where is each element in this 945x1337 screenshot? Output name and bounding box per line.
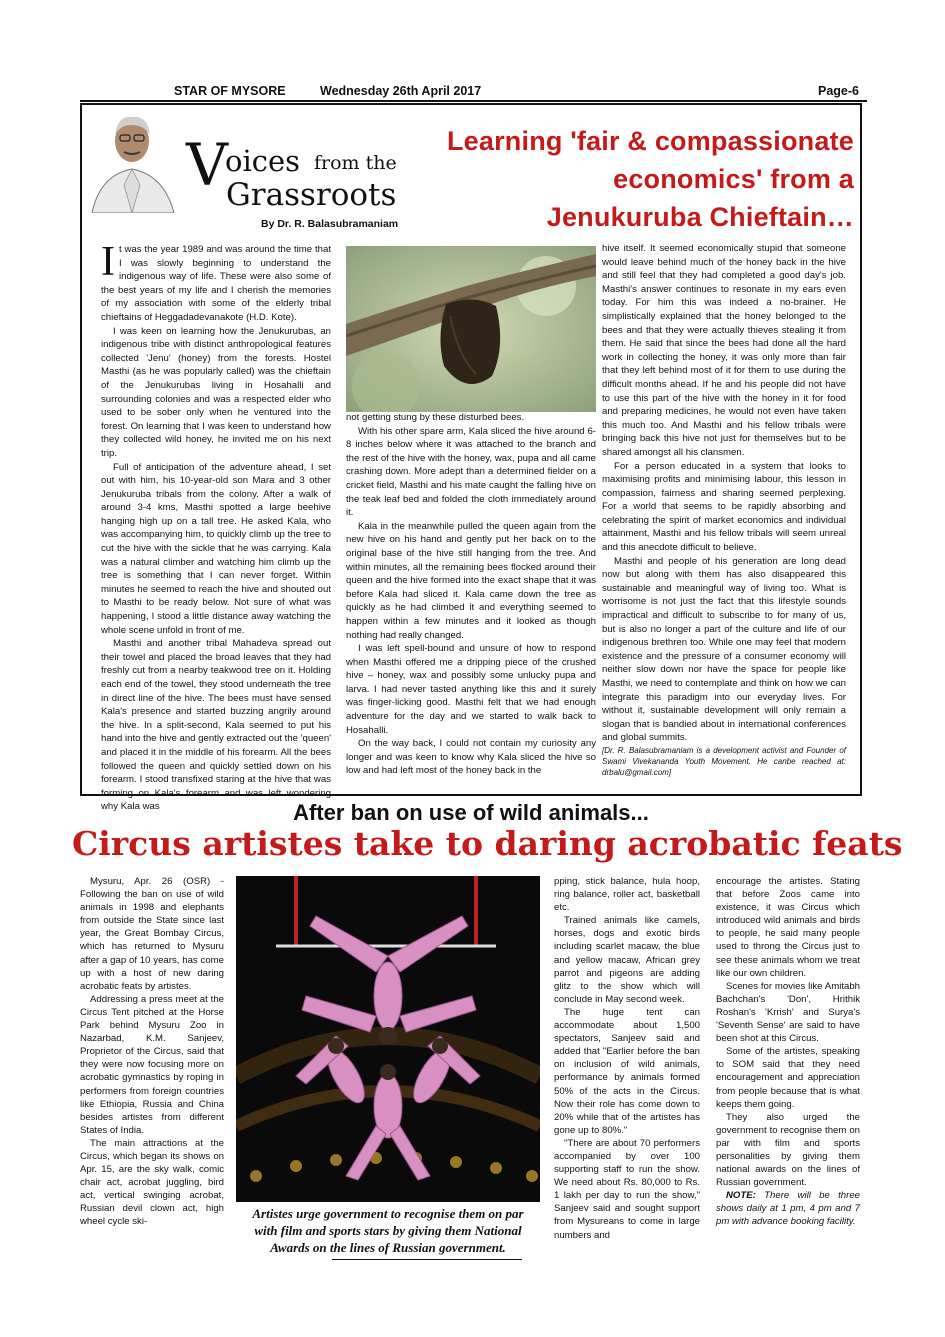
paragraph: Addressing a press meet at the Circus Tent pitched at the Horse Park behind Mysuru Zoo in Nazarbad, K.M. Sanjeev, Proprietor of the Circus, said that they were now focusing more on acrobatic gymnastics by roping in performers from foreign countries like Ethiopia, Russia and China besides artistes from different States of India. <box>80 993 224 1136</box>
circus-photo <box>236 876 540 1202</box>
paragraph: Kala in the meanwhile pulled the queen again from the new hive on his hand and gently put her back on to the original base of the hive still hanging from the tree. And within minutes, all the remaining bees flocked around their queen and the hive formed into the exact shape that it was before Kala had sliced it. Kala came down the tree as quickly as he had climbed it and everything seemed to happen within a few minutes and it looked as though nothing had really changed. <box>346 520 596 641</box>
page-number: Page-6 <box>818 84 859 98</box>
paragraph: encourage the artistes. Stating that before Zoos came into existence, it was Circus which introduced wild animals and birds to people, he said many people used to throng the Circus just to see these animals whom we treat like our own children. <box>716 876 860 979</box>
column-title-v: V <box>186 131 228 199</box>
caption-line3: Awards on the lines of Russian government. <box>270 1240 506 1255</box>
column-title-voices: oices <box>225 144 301 178</box>
note-label: NOTE: <box>726 1190 756 1202</box>
paragraph: Trained animals like camels, horses, dogs and exotic birds including scarlet macaw, the blue and yellow macaw, African grey parrot and pigeons are adding glitz to the show which will conclude in May second week. <box>554 915 700 1005</box>
paragraph: hive itself. It seemed economically stupid that someone would leave behind much of the honey back in the hive and still feel that they had completed a good day's job. Masthi's answer continues to resonate in my ears even today. For him this was indeed a no-brainer. He simplistically explained that the honey belonged to the bees and that they were actually thieves stealing it from them. He said that since the bees had done all the hard work in collecting the honey, it was only more than fair that they left behind most of it for them to use during the difficult months ahead. If he and his people did not have to use this part of the hive with the honey in it for food and preparing medicines, he would not even have taken this much too. And Masthi and his fellow tribals were bringing back this hive not just for themselves but to be shared amongst all his clansmen. <box>602 243 846 458</box>
caption-rule <box>332 1259 522 1260</box>
column-title-from: from the <box>314 152 397 174</box>
article2-col2 <box>554 875 700 1242</box>
paragraph: The main attractions at the Circus, which began its shows on Apr. 15, are the sky walk, comic chair act, acrobat juggling, bird act, vertical swinging acrobat, Russian devil clown act, high wheel cycle ski- <box>80 1137 224 1228</box>
author-portrait <box>82 105 182 213</box>
paragraph: Scenes for movies like Amitabh Bachchan's 'Don', Hrithik Roshan's 'Krrish' and Surya's 'Seventh Sense' are said to have been shot at this Circus. <box>716 980 860 1045</box>
paragraph: t was the year 1989 and was around the time that I was slowly beginning to understand the indigenous way of life. These were also some of the best years of my life and I cherish the memories of my association with some of the elderly tribal chieftains of Heggadadevanakote (H.D. Kote). <box>101 244 331 323</box>
dropcap: I <box>101 239 115 285</box>
caption-line2: with film and sports stars by giving them National <box>254 1223 522 1238</box>
beehive-photo <box>346 246 596 412</box>
paragraph: The huge tent can accommodate about 1,500 spectators, Sanjeev said and added that "Earlier before the ban on inclusion of wild animals, performance by animals formed 50% of the acts in the Circus. Now their role has come down to 20% while that of the artistes has gone up to 80%." <box>554 1006 700 1136</box>
article1-col3 <box>602 242 846 778</box>
photo-caption <box>236 1205 540 1256</box>
column-headline-line3: Jenukuruba Chieftain… <box>546 202 854 232</box>
column-headline-line1: Learning 'fair & compassionate <box>446 126 854 156</box>
paragraph: With his other spare arm, Kala sliced the hive around 6-8 inches below where it was attached to the branch and the rest of the hive with the honey, wax, pupa and all came crashing down. More adept than a determined fielder on a cricket field, Masthi and his mate caught the falling hive on the teak leaf bed and folded the cloth immediately around it. <box>346 425 596 519</box>
article2-headline: Circus artistes take to daring acrobatic feats <box>72 824 903 863</box>
issue-date: Wednesday 26th April 2017 <box>320 84 482 98</box>
article2-col3 <box>716 875 860 1229</box>
paragraph: Mysuru, Apr. 26 (OSR) - Following the ban on use of wild animals in 1998 and elephants from outside the State since last year, the Great Bombay Circus, which has returned to Mysuru after a gap of 10 years, has come up with a host of new daring acrobatic feats by artistes. <box>80 876 224 992</box>
article2-kicker: After ban on use of wild animals... <box>293 800 649 825</box>
author-note: [Dr. R. Balasubramaniam is a development activist and Founder of Swami Vivekananda Youth Movement. He canbe reached at: drbalu@gmail.com] <box>602 745 846 777</box>
caption-line1: Artistes urge government to recognise them on par <box>252 1206 524 1221</box>
article2-col1 <box>80 875 224 1229</box>
paragraph: not getting stung by these disturbed bees. <box>346 412 525 423</box>
paragraph: For a person educated in a system that looks to maximising profits and minimising labour, this lesson in compassion, fairness and sharing seemed perplexing. For a world that seems to be rapidly absorbing and celebrating the spirit of market economics and individual attainment, Masthi and his fellow tribals will seem unreal and this anecdote difficult to believe. <box>602 460 846 554</box>
note-text: There will be three shows daily at 1 pm, 4 pm and 7 pm with advance booking facility. <box>716 1190 861 1228</box>
article1-col2 <box>346 411 596 778</box>
masthead-rule <box>80 100 867 102</box>
article1-col1 <box>101 239 331 814</box>
paragraph: "There are about 70 performers accompanied by over 100 supporting staff to run the show. We need about Rs. 80,000 to Rs. 1 lakh per day to run the show," Sanjeev said and sought support from Mysureans to come in large numbers and <box>554 1137 700 1241</box>
paragraph: I was left spell-bound and unsure of how to respond when Masthi offered me a dripping piece of the crushed hive – honey, wax and possibly some unlucky pupa and larva. I had never tasted anything like this and it surely was finger-licking good. Masthi felt that we had enough adventure for the day and we started to walk back to Hosahalli. <box>346 643 596 736</box>
paragraph: Some of the artistes, speaking to SOM said that they need encouragement and appreciation from people because that is what keeps them going. <box>716 1046 860 1110</box>
column-headline-line2: economics' from a <box>613 164 854 194</box>
paragraph: Full of anticipation of the adventure ahead, I set out with him, his 10-year-old son Mara and 3 other Jenukuruba tribals from the colony. After a walk of around 3-4 kms, Masthi spotted a large beehive hanging high up on a tall tree. He asked Kala, who was accompanying him, to quickly climb up the tree to cut the hive with the sickle that he was carrying. Kala was a natural climber and watching him climb up the tree is something that I can never forget. Within minutes he seemed to reach the hive and shouted out to Masthi to be ready below. Not sure of what was happening, I stood a little distance away watching the whole scene unfold in front of me. <box>101 461 331 636</box>
paragraph: They also urged the government to recognise them on par with film and sports personalities by giving them national awards on the lines of Russian government. <box>716 1111 860 1189</box>
paragraph: On the way back, I could not contain my curiosity any longer and was keen to know why Kala sliced the hive so low and had left most of the honey back in the <box>346 738 596 777</box>
paragraph: I was keen on learning how the Jenukurubas, an indigenous tribe with distinct anthropological features collected 'Jenu' (honey) from the forests. Hostel Masthi (as he was popularly called) was the chieftain of the Jenukurubas living in Hosahalli and surrounding colonies and was a respected elder who used to be sober only when he ventured into the forest. On learning that I was keen to understand how they collected wild honey, he invited me on his next trip. <box>101 325 331 459</box>
paragraph: pping, stick balance, hula hoop, ring balance, roller act, basketball etc. <box>554 876 700 914</box>
column-headline <box>408 122 854 236</box>
note-paragraph <box>716 1189 860 1228</box>
column-title-grassroots: Grassroots <box>226 177 397 213</box>
paragraph: Masthi and another tribal Mahadeva spread out their towel and placed the broad leaves that they had freshly cut from a nearby teakwood tree on it. Holding each end of the towel, they stood underneath the tree in direct line of the hive. The bees must have sensed Kala's presence and started buzzing angrily around the hive. In a split-second, Kala seemed to put his hand into the hive and gently extracted out the 'queen' and placed it in the middle of his forearm. All the bees followed the queen and quickly settled down on his forearm. I stood transfixed staring at the hive that was forming on Kala's forearm and was left wondering why Kala was <box>101 638 331 813</box>
byline: By Dr. R. Balasubramaniam <box>261 218 399 230</box>
paragraph: Masthi and people of his generation are long dead now but along with them has also disappeared this sustainable and meaningful way of living too. What is worrisome is not just the fact that this lifestyle sounds impractical and difficult to subscribe to for many of us, but is also no longer a part of the culture and life of our indigenous brethren too. While one may feel that modern existence and the pressure of a consumer economy will neither slow down nor have the space for people like Masthi, we need to contemplate and think on how we can integrate this paradigm into our everyday lives. For without it, sustainable development will only remain a slogan that is bandied about in international conferences and global summits. <box>602 555 846 744</box>
paper-name: STAR OF MYSORE <box>174 84 286 98</box>
